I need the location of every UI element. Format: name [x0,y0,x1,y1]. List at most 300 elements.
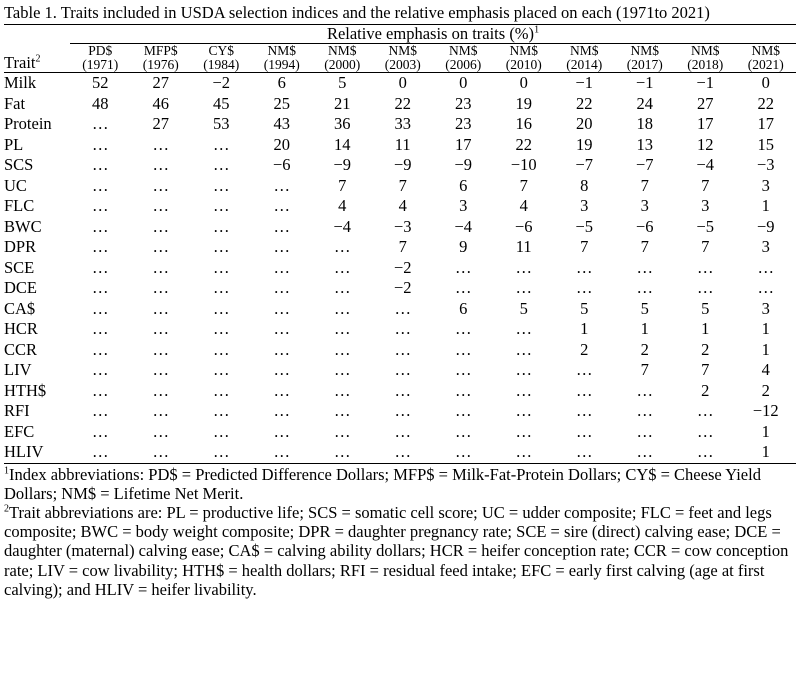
emphasis-value: 19 [576,134,593,154]
emphasis-value: … [152,401,169,420]
emphasis-value: 4 [398,196,407,215]
emphasis-value: 27 [152,73,169,92]
emphasis-value: … [675,442,736,463]
emphasis-value: … [394,298,411,318]
emphasis-value: … [213,401,230,420]
emphasis-value: … [515,380,532,400]
emphasis-value: … [273,278,290,297]
emphasis-value: … [92,257,109,277]
column-year: (1971) [82,57,119,72]
emphasis-value: 7 [701,175,710,195]
emphasis-value: … [455,319,472,338]
emphasis-value: … [92,237,109,256]
table-row [4,73,796,94]
column-index-name: NM$ [751,43,780,58]
emphasis-value: … [373,442,434,463]
emphasis-value: … [494,442,555,463]
emphasis-value: 16 [515,114,532,133]
emphasis-value: 23 [455,114,472,133]
table-row [4,237,796,258]
emphasis-value: 7 [701,360,710,379]
emphasis-value: … [191,442,252,463]
emphasis-value: 9 [459,237,468,256]
emphasis-value: … [213,360,230,379]
emphasis-value: … [394,380,411,400]
column-header [554,44,615,73]
table-row [4,381,796,402]
emphasis-value: 19 [515,93,532,113]
emphasis-value: … [92,421,109,441]
emphasis-value: … [152,257,169,277]
emphasis-value: −2 [212,73,231,92]
emphasis-value: … [152,298,169,318]
table-row [4,299,796,320]
emphasis-value: 7 [398,237,407,256]
emphasis-value: … [576,421,593,441]
emphasis-value: 1 [580,319,589,338]
emphasis-value: … [273,360,290,379]
emphasis-value: … [213,421,230,441]
emphasis-value: … [455,257,472,277]
emphasis-value: … [334,401,351,420]
emphasis-value: 1 [640,319,649,338]
emphasis-value: … [92,298,109,318]
column-header [615,44,676,73]
emphasis-value: … [152,421,169,441]
emphasis-value: … [334,360,351,379]
column-index-name: NM$ [569,43,599,58]
emphasis-value: 1 [701,319,710,338]
table-row [4,340,796,361]
emphasis-value: … [152,237,169,256]
emphasis-value: … [515,319,532,338]
emphasis-value: −7 [635,155,654,174]
emphasis-value: 0 [519,73,528,92]
emphasis-value: … [152,175,169,195]
emphasis-value: … [252,442,313,463]
emphasis-value: 5 [580,298,589,318]
emphasis-value: … [394,421,411,441]
emphasis-value: … [92,339,109,359]
emphasis-value: −6 [514,216,533,236]
emphasis-value: 5 [519,298,528,318]
emphasis-value: … [515,278,532,297]
footnote-mark: 1 [4,465,9,476]
emphasis-value: … [92,216,109,236]
emphasis-value: 1 [761,421,770,441]
emphasis-value: 20 [273,134,290,154]
emphasis-value: −9 [454,155,473,174]
emphasis-value: 17 [757,114,774,133]
table-row [4,258,796,279]
emphasis-value: … [273,196,290,215]
emphasis-value: … [394,339,411,359]
footnote-mark: 2 [4,503,9,515]
emphasis-value: 52 [92,73,109,92]
emphasis-value: 5 [338,73,347,92]
emphasis-value: … [757,257,774,277]
trait-name: SCS [4,155,34,174]
trait-name: RFI [4,401,30,420]
emphasis-value: … [515,257,532,277]
emphasis-value: −1 [635,73,654,92]
emphasis-value: … [697,401,714,420]
emphasis-value: 3 [459,196,468,215]
emphasis-value: 27 [697,93,714,113]
emphasis-value: … [636,401,653,420]
trait-name: LIV [4,360,32,379]
column-header [675,44,736,73]
emphasis-value: 2 [640,339,649,359]
trait-name: Protein [4,114,52,133]
emphasis-value: … [515,421,532,441]
emphasis-value: 13 [636,134,653,154]
table-row [4,422,796,443]
emphasis-value: … [576,278,593,297]
emphasis-value: … [334,298,351,318]
emphasis-value: … [757,278,774,297]
emphasis-value: … [213,216,230,236]
emphasis-value: 18 [636,114,653,133]
emphasis-value: 22 [394,93,411,113]
emphasis-value: … [515,339,532,359]
emphasis-value: 3 [761,237,770,256]
trait-name: DPR [4,237,37,256]
emphasis-value: … [334,339,351,359]
emphasis-value: … [636,421,653,441]
emphasis-value: 6 [459,298,468,318]
trait-name: DCE [4,278,37,297]
emphasis-value: … [92,401,109,420]
emphasis-value: … [312,442,373,463]
emphasis-value: … [576,257,593,277]
emphasis-value: … [273,216,290,236]
emphasis-value: … [273,401,290,420]
footnotes [4,465,796,599]
emphasis-value: … [615,442,676,463]
emphasis-value: −4 [454,216,473,236]
table-row [4,94,796,115]
emphasis-value: … [152,380,169,400]
table-row [4,442,796,463]
column-year: (2017) [626,57,663,72]
column-year: (2006) [445,57,482,72]
emphasis-value: … [273,421,290,441]
emphasis-value: … [334,237,351,256]
emphasis-value: … [515,401,532,420]
emphasis-value: 2 [761,380,770,400]
emphasis-value: 1 [761,196,770,215]
emphasis-value: … [394,360,411,379]
column-index-name: NM$ [327,43,357,58]
column-index-name: NM$ [448,43,478,58]
emphasis-value: 6 [277,73,286,92]
emphasis-value: … [273,257,290,277]
trait-name: SCE [4,257,35,277]
footnote [4,503,796,599]
emphasis-value: … [455,360,472,379]
emphasis-value: … [334,380,351,400]
table-row [4,114,796,135]
emphasis-value: 46 [152,93,169,113]
emphasis-value: 7 [338,175,347,195]
emphasis-value: … [213,278,230,297]
emphasis-value: … [273,175,290,195]
table-row [4,401,796,422]
emphasis-value: 17 [455,134,472,154]
emphasis-value: … [455,380,472,400]
emphasis-value: 7 [640,237,649,256]
column-index-name: PD$ [88,43,113,58]
column-header [191,44,252,73]
emphasis-value: 7 [640,360,649,379]
table-label: Table 1 [4,3,53,22]
emphasis-value: −1 [575,73,594,92]
footnote-text: Trait abbreviations are: PL = productive life; SCS = somatic cell score; UC = udder composite; FLC = feet and legs composite; BWC = body weight composite; DPR = daughter pregnancy rate; SCE = sire (direct) calving ease; DCE = daughter (maternal) calving ease; CA$ = calving ability dollars; HCR = heifer conception rate; CCR = cow conception rate; LIV = cow livability; HTH$ = health dollars; RFI = residual feed intake; EFC = early first calving (age at first calving); and HLIV = heifer livability. [4,502,789,599]
emphasis-value: … [697,278,714,297]
column-header [494,44,555,73]
emphasis-value: 3 [640,196,649,215]
emphasis-value: 0 [761,73,770,92]
emphasis-value: 48 [92,93,109,113]
column-index-name: NM$ [690,43,720,58]
emphasis-value: 11 [394,134,411,154]
trait-header-footnote-mark: 2 [35,53,41,65]
emphasis-value: 5 [701,298,710,318]
emphasis-value: 4 [519,196,528,215]
emphasis-value: −1 [696,73,715,92]
emphasis-value: −10 [510,155,537,174]
emphasis-value: −12 [752,401,779,420]
column-year: (2000) [324,57,361,72]
emphasis-value: 23 [455,93,472,113]
column-header [70,44,131,73]
table-row [4,278,796,299]
emphasis-value: … [576,401,593,420]
column-index-name: NM$ [509,43,538,58]
column-year: (1994) [263,57,300,72]
emphasis-value: … [213,155,230,174]
emphasis-value: 6 [459,175,468,195]
emphasis-value: 1 [736,442,797,463]
emphasis-value: … [152,319,169,338]
emphasis-value: 1 [761,319,770,338]
emphasis-value: 22 [757,93,774,113]
emphasis-value: … [152,216,169,236]
emphasis-value: 4 [761,360,770,379]
emphasis-value: 3 [580,196,589,215]
emphasis-value: 7 [519,175,528,195]
emphasis-value: 22 [515,134,532,154]
emphasis-value: … [213,257,230,277]
emphasis-value: … [213,380,230,400]
column-index-name: NM$ [267,43,296,58]
emphasis-value: … [213,237,230,256]
emphasis-value: 8 [580,175,589,195]
emphasis-value: … [455,339,472,359]
emphasis-value: … [515,360,532,379]
emphasis-value: −3 [393,216,412,236]
emphasis-value: … [92,360,109,379]
emphasis-value: … [273,319,290,338]
emphasis-value: … [636,257,653,277]
column-index-name: CY$ [208,43,234,58]
emphasis-value: 25 [273,93,290,113]
emphasis-value: … [576,360,593,379]
emphasis-value: 17 [697,114,714,133]
emphasis-value: −7 [575,155,594,174]
traits-table [4,24,796,464]
emphasis-value: 36 [334,114,351,133]
table-row [4,176,796,197]
emphasis-value: … [92,196,109,215]
emphasis-value: … [213,298,230,318]
trait-name: HTH$ [4,380,47,400]
trait-name: Fat [4,93,26,113]
emphasis-value: … [273,380,290,400]
table-row [4,217,796,238]
footnote [4,465,796,503]
trait-name: HCR [4,319,38,338]
emphasis-value: … [152,360,169,379]
emphasis-value: 7 [640,175,649,195]
column-header [252,44,313,73]
emphasis-value: 2 [580,339,589,359]
emphasis-value: −4 [333,216,352,236]
group-header-footnote-mark: 1 [534,24,540,36]
footnote-text: Index abbreviations: PD$ = Predicted Difference Dollars; MFP$ = Milk-Fat-Protein Dollars; CY$ = Cheese Yield Dollars; NM$ = Lifetime Net Merit. [4,464,761,503]
emphasis-value: 15 [757,134,774,154]
emphasis-value: … [92,114,109,133]
emphasis-value: 7 [701,237,710,256]
emphasis-value: … [213,134,230,154]
group-header [70,25,796,44]
table-row [4,196,796,217]
emphasis-value: … [152,134,169,154]
emphasis-value: … [273,237,290,256]
emphasis-value: … [394,319,411,338]
emphasis-value: 0 [398,73,407,92]
emphasis-value: 45 [213,93,230,113]
column-header [736,44,797,73]
emphasis-value: … [70,442,131,463]
emphasis-value: … [152,196,169,215]
emphasis-value: … [92,278,109,297]
emphasis-value: … [273,298,290,318]
emphasis-value: 12 [697,134,714,154]
emphasis-value: −5 [575,216,594,236]
emphasis-value: … [334,319,351,338]
emphasis-value: −2 [393,278,412,297]
emphasis-value: … [92,380,109,400]
emphasis-value: 24 [636,93,653,113]
emphasis-value: 2 [701,380,710,400]
table-row [4,360,796,381]
emphasis-value: −4 [696,155,715,174]
column-year: (2010) [505,57,542,72]
emphasis-value: 14 [334,134,351,154]
emphasis-value: −5 [696,216,715,236]
emphasis-value: … [213,196,230,215]
emphasis-value: … [92,155,109,174]
emphasis-value: 5 [640,298,649,318]
trait-name: CCR [4,339,38,359]
emphasis-value: … [394,401,411,420]
emphasis-value: −6 [635,216,654,236]
emphasis-value: 33 [394,114,411,133]
emphasis-value: … [152,278,169,297]
emphasis-value: 43 [273,114,290,133]
column-year: (1984) [203,57,240,72]
emphasis-value: … [92,175,109,195]
emphasis-value: … [455,401,472,420]
emphasis-value: −9 [393,155,412,174]
emphasis-value: … [92,319,109,338]
emphasis-value: … [213,175,230,195]
trait-name: HLIV [4,442,70,463]
emphasis-value: −2 [393,257,412,277]
column-year: (2014) [566,57,603,72]
column-header [373,44,434,73]
trait-name: UC [4,175,27,195]
emphasis-value: … [697,421,714,441]
emphasis-value: … [334,257,351,277]
column-year: (2018) [687,57,724,72]
table-caption [4,3,796,22]
table-row [4,155,796,176]
emphasis-value: … [334,278,351,297]
emphasis-value: … [697,257,714,277]
trait-name: Milk [4,73,37,92]
emphasis-value: 7 [580,237,589,256]
emphasis-value: … [576,380,593,400]
trait-header-text: Trait [4,53,36,72]
column-header [131,44,192,73]
emphasis-value: 3 [761,175,770,195]
column-header [312,44,373,73]
emphasis-value: … [273,339,290,359]
emphasis-value: … [152,339,169,359]
emphasis-value: … [554,442,615,463]
emphasis-value: 20 [576,114,593,133]
emphasis-value: … [213,339,230,359]
column-year: (1976) [142,57,179,72]
trait-column-header [4,44,70,73]
column-index-name: MFP$ [143,43,178,58]
emphasis-value: −6 [272,155,291,174]
emphasis-value: 3 [701,196,710,215]
emphasis-value: −3 [756,155,775,174]
trait-name: EFC [4,421,35,441]
emphasis-value: 4 [338,196,347,215]
emphasis-value: 7 [398,175,407,195]
emphasis-value: … [455,421,472,441]
table-row [4,135,796,156]
emphasis-value: 21 [334,93,351,113]
emphasis-value: … [131,442,192,463]
emphasis-value: … [433,442,494,463]
emphasis-value: … [213,319,230,338]
emphasis-value: 11 [515,237,532,256]
emphasis-value: 2 [701,339,710,359]
emphasis-value: … [636,278,653,297]
trait-name: PL [4,134,24,154]
table-row [4,319,796,340]
emphasis-value: 27 [152,114,169,133]
column-year: (2021) [747,57,784,72]
trait-name: FLC [4,196,35,215]
emphasis-value: 0 [459,73,468,92]
